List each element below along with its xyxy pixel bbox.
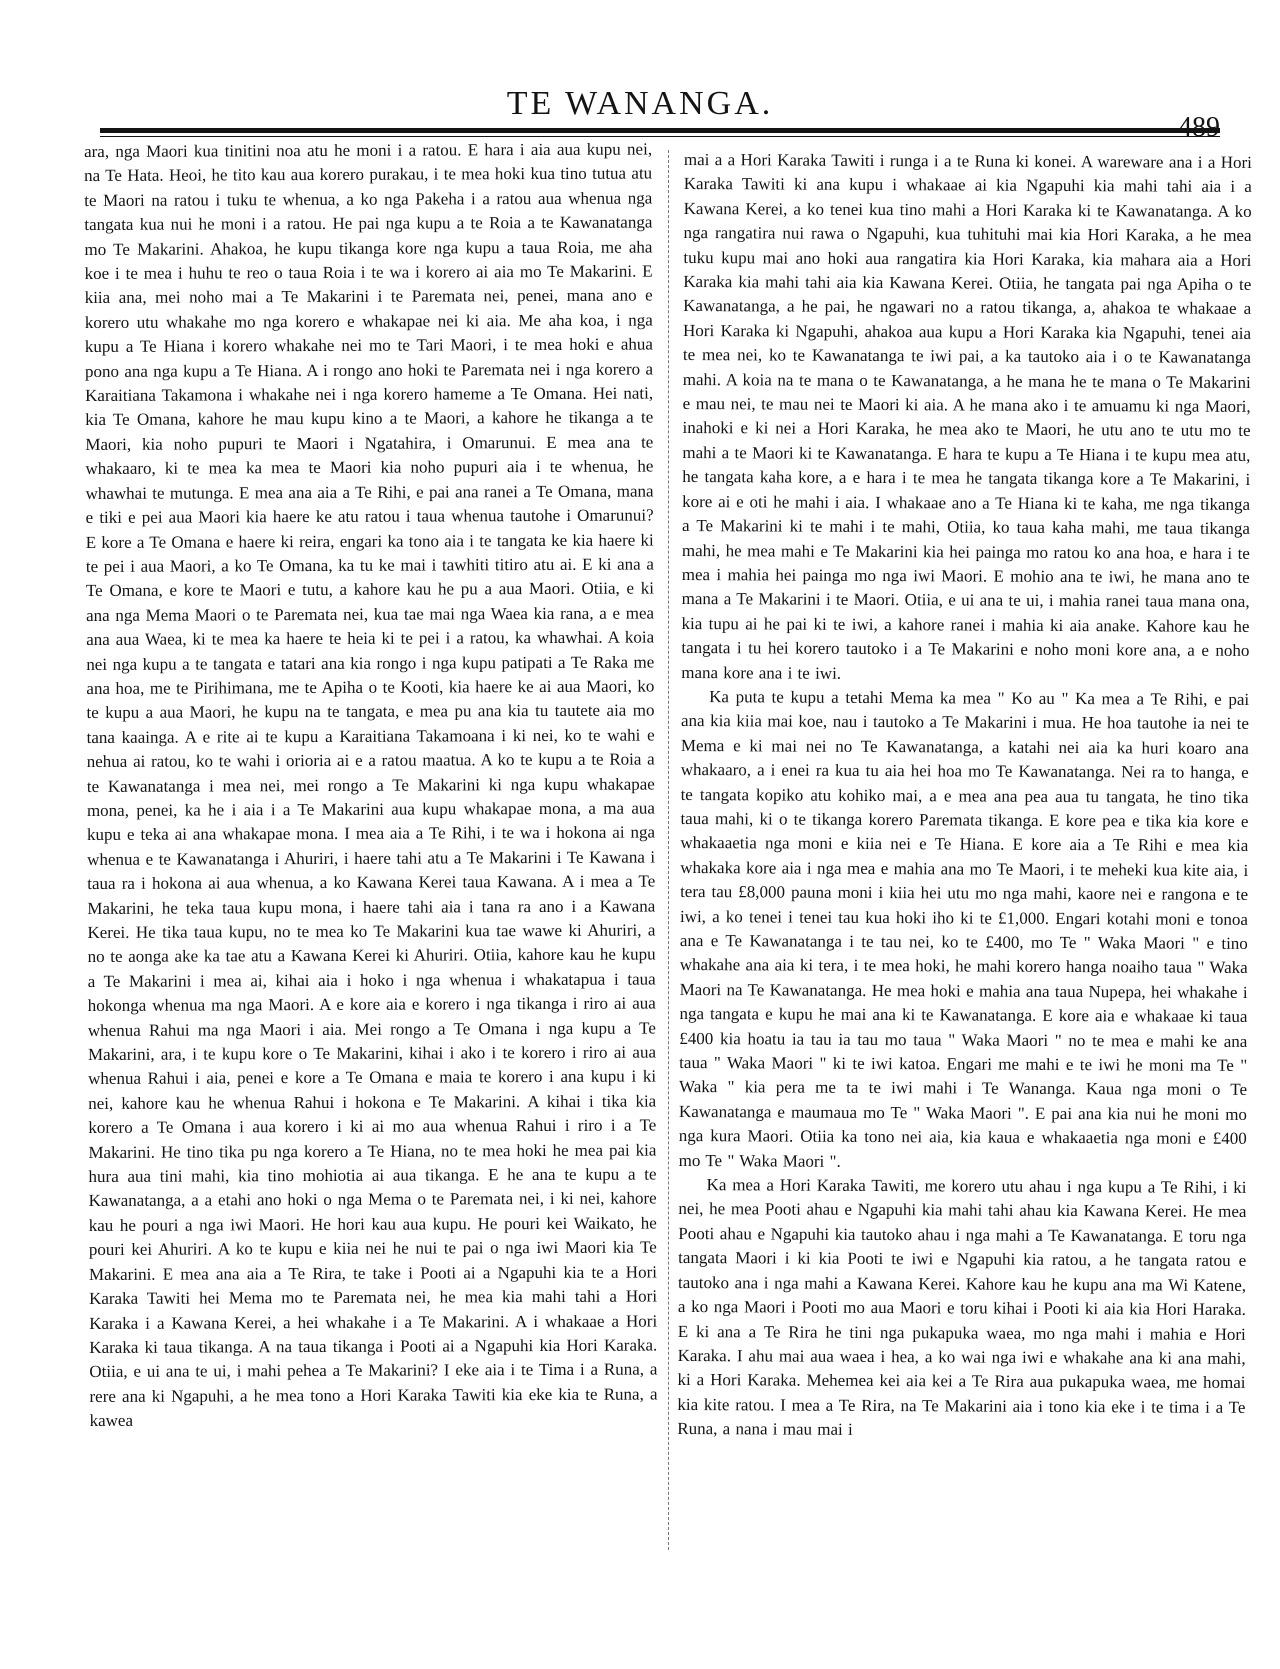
header-rule	[100, 128, 1220, 133]
column-divider	[668, 150, 670, 1550]
left-paragraph-1: ara, nga Maori kua tinitini noa atu he moni i a ratou. E hara i aia aua kupu nei, na Te Hata. Heoi, he tito kau aua korero purakau, i te mea hoki kua tino tutua atu te Maori na ratou i tuku te whenua, a ko nga Pakeha i a ratou aua whenua nga tangata kua nui he moni i a ratou. He pai nga kupu a te Roia a te Kawanatanga mo Te Makarini. Ahakoa, he kupu tikanga kore nga kupu a taua Roia, me aha koe i te mea i huhu te reo o taua Roia i te wa i korero ai aia mo Te Makarini. E kiia ana, mei noho mai a Te Makarini i te Paremata nei, penei, mana ano e korero utu whakahe mo nga korero e whakapae nei ki aia. Me aha koa, i nga kupu a Te Hiana i korero whakahe nei mo te Tari Maori, i te mea hoki e ahua pono ana nga kupu a Te Hiana. A i rongo ano hoki te Paremata nei i nga korero a Karaitiana Takamona i whakahe nei i nga korero hameme a Te Omana. Hei nati, kia Te Omana, kahore he mau kupu kino a te Maori, a kahore he tikanga a te Maori, kia noho pupuri te Maori i Ngatahira, i Omarunui. E mea ana te whakaaro, ki te mea ka mea te Maori kia noho pupuri aia i te whenua, he whawhai te mutunga. E mea ana aia a Te Rihi, e pai ana ranei a Te Omana, mana e tiki e pei aua Maori kia haere ke atu ratou i taua whenua tautohe i Omarunui? E kore a Te Omana e haere ki reira, engari ka tono aia i te tangata ke kia haere ki te pei i aua Maori, a ko Te Omana, ka tu ke mai i tawhiti titiro atu ai. E ki ana a Te Omana, e kore te Maori e tutu, a kahore kau he pu a aua Maori. Otiia, e ki ana nga Mema Maori o te Paremata nei, kua tae mai nga Waea kia rana, a e mea ana aua Waea, ki te mea ka haere te heia ki te pei i a ratou, ka whawhai. A koia nei nga kupu a te tangata e tatari ana kia rongo i nga kupu patipati a Te Raka me ana hoa, me te Pirihimana, me te Apiha o te Kooti, kia haere ke ai aua Maori, ko te kupu a aua Maori, he kupu na te tangata, e mea pu ana kia tu tautete aia mo tana kaainga. A e rite ai te kupu a Karaitiana Takamoana i ki nei, ko te wahi e nehua ai ratou, ko te wahi i orioria ai e a ratou maatua. A ko te kupu a te Roia a te Kawanatanga i mea nei, mei rongo a Te Makarini ki nga kupu whakapae mona, penei, ka he i aia i a Te Makarini aua kupu whakapae mona, a ma aua kupu e teka ai ana whakapae mona. I mea aia a Te Rihi, i te wa i hokona ai nga whenua e te Kawanatanga i Ahuriri, i haere tahi atu a Te Makarini i Te Kawana i taua ra i hokona ai aua whenua, a ko Kawana Kerei taua Kawana. A i mea a Te Makarini, he teka taua kupu mona, i haere tahi aia i tana ra ano i a Kawana Kerei. He tika taua kupu, no te mea ko Te Makarini kua tae wawe ki Ahuriri, a no te aonga ake ka tae atu a Kawana Kerei ki Ahuriri. Otiia, kahore kau he kupu a Te Makarini i mea ai, kihai aia i hoko i nga whenua i whakatapua i taua hokonga whenua ma nga Maori. A e kore aia e korero i nga tikanga i riro ai aua whenua Rahui ma nga Maori i aia. Mei rongo a Te Omana i nga kupu a Te Makarini, ara, i te kupu kore o Te Makarini, kihai i ako i te korero i riro ai aua whenua Rahui i aia, penei e kore a Te Omana e maia te korero i ana kupu i ki nei, kahore kau he whenua Rahui i hokona e Te Makarini. A kihai i tika kia korero a Te Omana i aua korero i ki ai mo aua whenua Rahui i riro i a Te Makarini. He tino tika pu nga korero a Te Hiana, no te mea hoki he mea pai kia hura aua tini mahi, kia tino mohiotia ai aua tikanga. E he ana te kupu a te Kawanatanga, a a etahi ano hoki o nga Mema o te Paremata nei, i ki nei, kahore kau he pouri a nga iwi Maori. He hori kau aua kupu. He pouri kei Waikato, he pouri kei Ahuriri. A ko te kupu e kiia nei he nui te pai o nga iwi Maori kia Te Makarini. E mea ana aia a Te Rira, te take i Pooti ai a Ngapuhi kia te a Hori Karaka Tawiti hei Mema mo te Paremata nei, he mea kia mahi tahi a Hori Karaka i a Kawana Kerei, a hei whakahe i a Te Makarini. A i whakaae a Hori Karaka ki taua tikanga. A na taua tikanga i Pooti ai a Ngapuhi kia Hori Karaka. Otiia, e ui ana te ui, i mahi pehea a Te Makarini? I eke aia i te Tima i a Runa, a rere ana ki Ngapuhi, a he mea tono a Hori Karaka Tawiti kia eke kia te Runa, a kawea	[84, 139, 658, 1431]
header-rule-thin	[100, 136, 1220, 137]
left-column	[84, 138, 658, 1434]
right-column	[677, 148, 1252, 1444]
right-paragraph-1: mai a a Hori Karaka Tawiti i runga i a te Runa ki konei. A wareware ana i a Hori Karaka Tawiti ki ana kupu i whakaae ai kia Ngapuhi kia mahi tahi aia i a Kawana Kerei, a ko tenei kua tino mahi a Hori Karaka ki te Kawanatanga. A ko nga rangatira nui rawa o Ngapuhi, kua tuhituhi mai kia Hori Karaka, a he mea tuku kupu mai ano hoki aua rangatira kia Hori Karaka, kia mahara aia a Hori Karaka kia mahi tahi aia kia Kawana Kerei. Otiia, he tangata pai nga Apiha o te Kawanatanga, a he pai, he ngawari no a ratou tikanga, a, ahakoa te whakaae a Hori Karaka ki Ngapuhi, ahakoa aua kupu a Hori Karaka kia Ngapuhi, tenei aia te mea nei, ko te Kawanatanga te iwi pai, a ka tautoko aia i o te Kawanatanga mahi. A koia na te mana o te Kawanatanga, a he mana he te mana o Te Makarini e mau nei, te mau nei te Maori ki aia. A he mana ako i te amuamu ki nga Maori, inahoki e ki nei a Hori Karaka, he mea ako te Maori, he utu ano te utu mo te mahi a te Maori ki te Kawanatanga. E hara te kupu a Te Hiana i te kupu mea atu, he tangata kaha kore, a e hara i te mea he tangata tikanga kore a Te Makarini, i kore ai e oti he mahi i aia. I whakaae ano a Te Hiana ki te kaha, me nga tikanga a Te Makarini ki te mahi i te mahi, Otiia, ko taua kaha mahi, me taua tikanga mahi, he mea mahi e Te Makarini kia hei painga mo ratou ko ana hoa, e hara i te mea i mahia hei painga mo nga iwi Maori. E mohio ana te iwi, he mana ano te mana a Te Makarini i te Maori. Otiia, e ui ana te ui, i mahia ranei taua mana ona, kia tupu ai he pai ki te iwi, a kahore ranei i mahia ki aia anake. Kahore kau he tangata i tu hei korero tautoko i a Te Makarini e noho moni kore ana, a e noho mana kore ana i te iwi.	[681, 149, 1252, 683]
right-paragraph-2: Ka puta te kupu a tetahi Mema ka mea " Ko au " Ka mea a Te Rihi, e pai ana kia kiia mai koe, nau i tautoko a Te Makarini i mua. He hoa tautohe ia nei te Mema e ki mai nei no Te Kawanatanga, a katahi nei aia ka huri koaro ana whakaaro, a i enei ra kua tu aia hei hoa mo Te Kawanatanga. Nei ra to hanga, e te tangata kopiko atu kohiko mai, a e mea ana pea aua tu tangata, he tino tika taua mahi, ki o te tikanga korero Paremata tikanga. E kore pea e tika kia kore e whakaaetia nga moni e kiia nei e Te Hiana. E kore aia a Te Rihi e mea kia whakaka kore aia i nga mea e mahia ana mo Te Maori, i te meheki kua kite aia, i tera tau £8,000 pauna moni i kiia hei utu mo nga mahi, kaore nei e rangona e te iwi, a ko tenei i tenei tau kua hoki iho ki te £1,000. Engari kotahi moni e tonoa ana e Te Kawanatanga i te tau nei, ko te £400, mo Te " Waka Maori " e tino whakahe ana aia ki tera, i te mea hoki, he mahi korero hanga noaiho taua " Waka Maori na Te Kawanatanga. He mea hoki e mahia ana taua Nupepa, hei whakahe i nga tangata e kupu he mai ana ki te Kawanatanga. E kore aia e whakaae ki taua £400 kia hoatu ia tau ia tau mo taua " Waka Maori " no te mea e mahi ke ana taua " Waka Maori " ki te iwi katoa. Engari me mahi e te iwi he moni ma Te " Waka " kia pera me ta te iwi mahi i Te Wananga. Kaua nga moni o Te Kawanatanga e maumaua mo Te " Waka Maori ". E pai ana kia nui he moni mo nga kura Maori. Otiia ka tono nei aia, kia kaua e whakaaetia nga moni e £400 mo Te " Waka Maori ".	[678, 687, 1250, 1171]
masthead-title: TE WANANGA.	[506, 85, 774, 122]
right-paragraph-3: Ka mea a Hori Karaka Tawiti, me korero utu ahau i nga kupu a Te Rihi, i ki nei, he mea Pooti ahau e Ngapuhi kia mahi tahi ahau kia Kawana Kerei. He mea Pooti ahau e Ngapuhi kia tautoko ahau i nga mahi a Te Kawanatanga. E toru nga tangata Maori i ki kia Pooti te iwi e Ngapuhi kia ratou, a he tangata ratou e tautoko ana i nga mahi a Kawana Kerei. Kahore kau he kupu ana ma Wi Katene, a ko nga Maori i Pooti mo aua Maori e toru kihai i Pooti ki aia kia Hori Haraka. E ki ana a Te Rira he tini nga pukapuka waea, mo nga mahi i mahia e Hori Karaka. I ahu mai aua waea i hea, a ko wai nga iwi e whakahe ana ki ana mahi, ki a Hori Karaka. Mehemea kei aia kei a Te Rira aua pukapuka waea, me homai kia kite ratou. I mea a Te Rira, na Te Makarini aia i tono kia eke i te tima i a Te Runa, a nana i mau mai i	[677, 1175, 1247, 1440]
